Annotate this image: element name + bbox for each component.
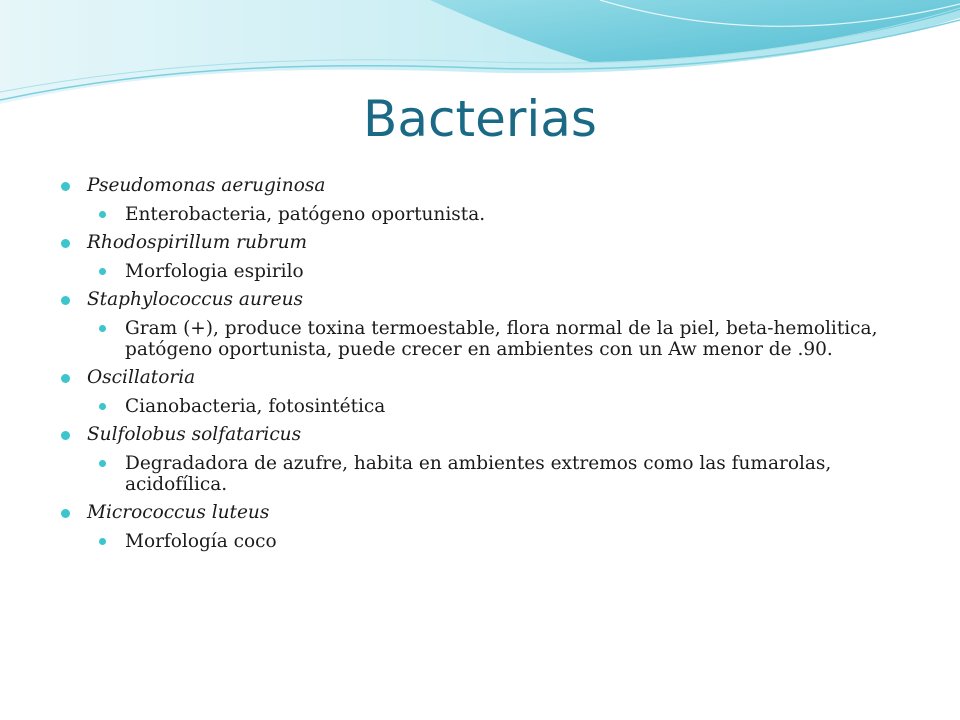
species-name: Rhodospirillum rubrum	[60, 229, 910, 258]
species-details	[60, 201, 910, 229]
species-name: Staphylococcus aureus	[60, 286, 910, 315]
species-details	[60, 393, 910, 421]
species-name: Pseudomonas aeruginosa	[60, 172, 910, 201]
species-detail: Degradadora de azufre, habita en ambientes extremos como las fumarolas, acidofílica.	[99, 450, 910, 499]
bacteria-list	[60, 172, 910, 556]
bacteria-item	[60, 229, 910, 286]
species-details	[60, 315, 910, 364]
species-detail: Cianobacteria, fotosintética	[99, 393, 910, 421]
species-name: Micrococcus luteus	[60, 499, 910, 528]
bacteria-item	[60, 286, 910, 364]
species-detail: Enterobacteria, patógeno oportunista.	[99, 201, 910, 229]
species-name: Sulfolobus solfataricus	[60, 421, 910, 450]
species-details	[60, 258, 910, 286]
species-name: Oscillatoria	[60, 364, 910, 393]
species-detail: Gram (+), produce toxina termoestable, flora normal de la piel, beta-hemolitica, patógeno oportunista, puede crecer en ambientes con un Aw menor de .90.	[99, 315, 910, 364]
bacteria-item	[60, 499, 910, 556]
bacteria-item	[60, 364, 910, 421]
bacteria-item	[60, 172, 910, 229]
species-details	[60, 450, 910, 499]
species-detail: Morfología coco	[99, 528, 910, 556]
species-detail: Morfologia espirilo	[99, 258, 910, 286]
bacteria-item	[60, 421, 910, 499]
species-details	[60, 528, 910, 556]
slide-title: Bacterias	[363, 90, 597, 148]
